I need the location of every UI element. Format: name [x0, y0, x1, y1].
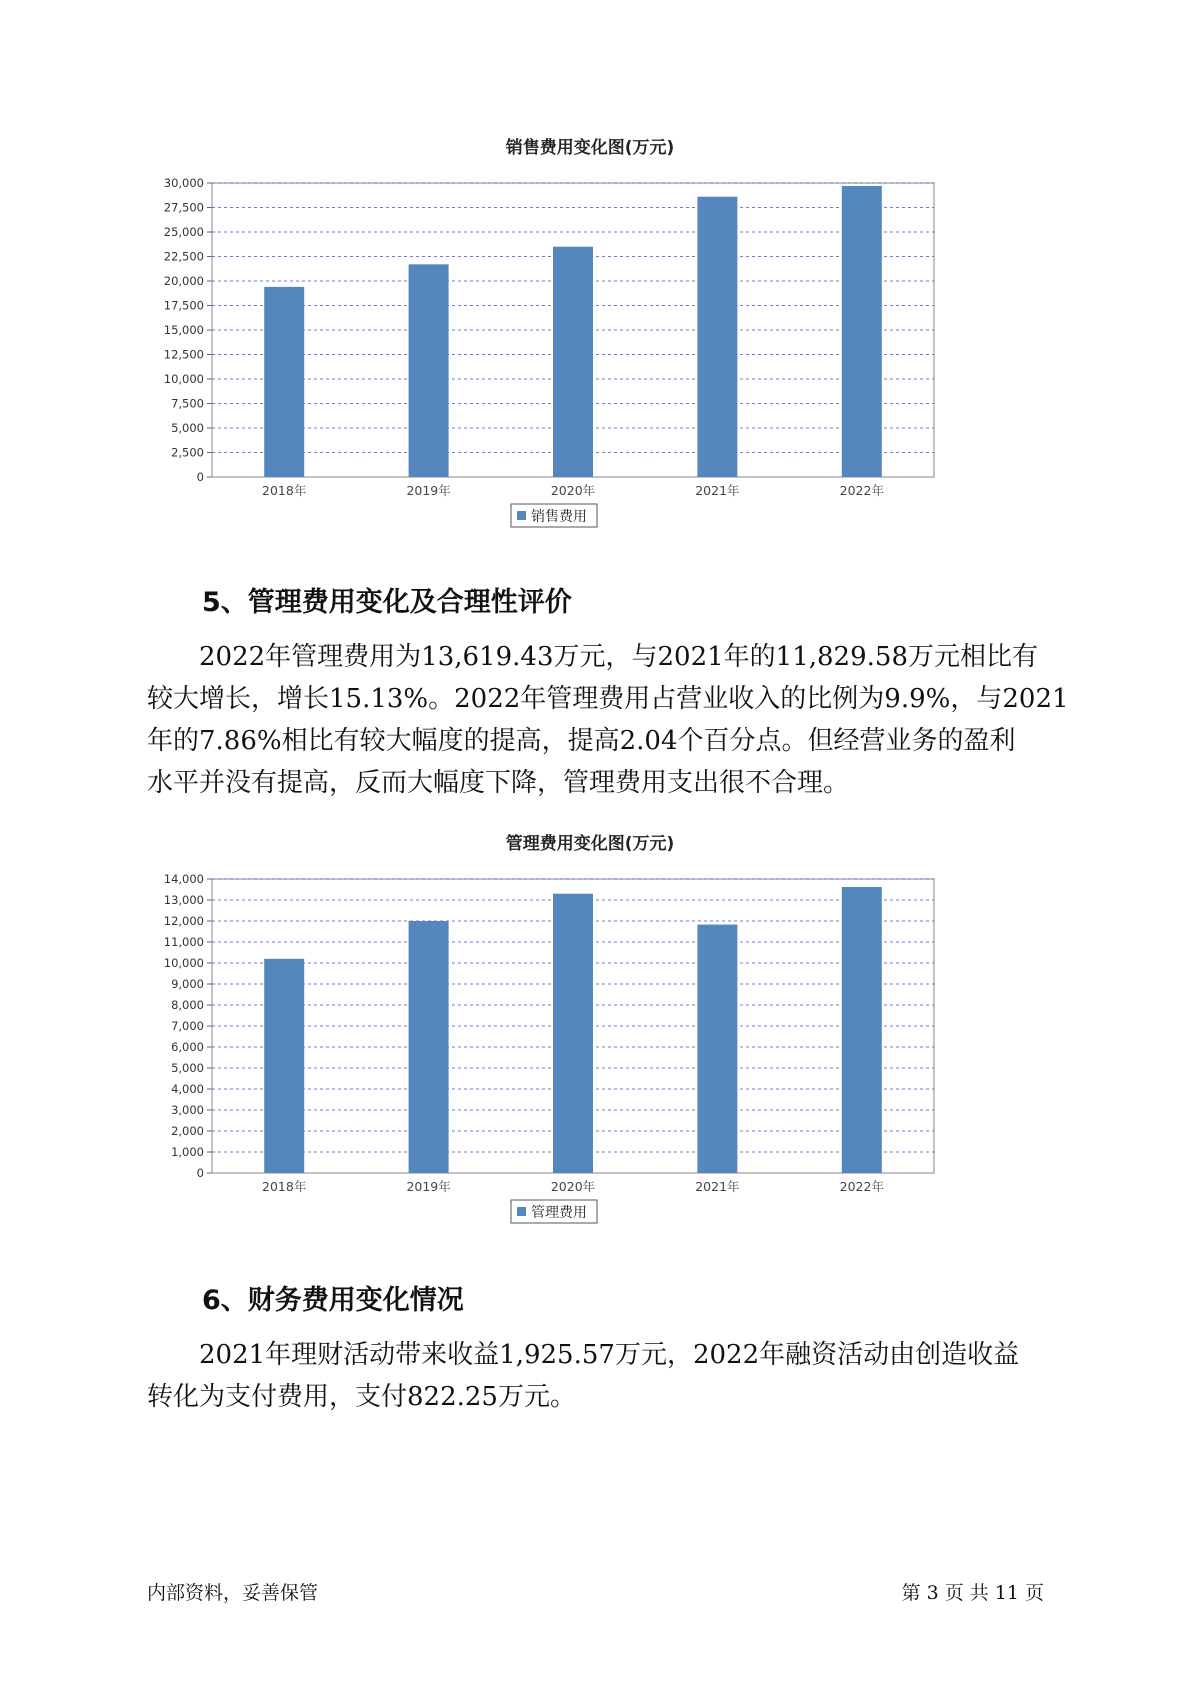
financial-expense-paragraph [147, 1334, 1047, 1418]
y-tick-label: 2,500 [171, 445, 204, 460]
y-tick-label: 1,000 [171, 1145, 204, 1159]
bar [264, 959, 304, 1173]
y-tick-label: 10,000 [163, 956, 204, 970]
legend-swatch [517, 1207, 526, 1216]
paragraph-line: 水平并没有提高，反而大幅度下降，管理费用支出很不合理。 [147, 768, 850, 798]
y-tick-label: 22,500 [163, 249, 204, 264]
legend-label: 管理费用 [531, 1205, 587, 1221]
management-expense-chart [150, 829, 1030, 1249]
y-tick-label: 20,000 [163, 274, 204, 288]
y-tick-label: 15,000 [163, 323, 204, 337]
x-tick-label: 2020年 [550, 1179, 596, 1194]
bar [553, 247, 593, 477]
footer-confidential-note: 内部资料，妥善保管 [147, 1582, 319, 1604]
y-tick-label: 10,000 [163, 372, 204, 386]
paragraph-line: 2022年管理费用为13,619.43万元，与2021年的11,829.58万元相比有 [199, 642, 1038, 672]
footer-page-number: 第 3 页 共 11 页 [901, 1582, 1044, 1604]
y-tick-label: 13,000 [163, 893, 204, 907]
y-tick-label: 17,500 [163, 298, 204, 313]
bar [697, 197, 737, 477]
paragraph-line: 年的7.86%相比有较大幅度的提高，提高2.04个百分点。但经营业务的盈利 [147, 726, 1016, 756]
paragraph-line: 转化为支付费用，支付822.25万元。 [147, 1382, 576, 1412]
x-tick-label: 2022年 [839, 1179, 884, 1194]
x-tick-label: 2021年 [695, 483, 740, 498]
y-tick-label: 25,000 [163, 225, 204, 239]
bar [842, 186, 882, 477]
y-tick-label: 11,000 [163, 935, 204, 949]
section-heading-management-expense: 5、管理费用变化及合理性评价 [202, 587, 572, 618]
y-tick-label: 8,000 [171, 998, 204, 1012]
bar [264, 287, 304, 477]
sales-expense-chart-svg [150, 163, 1030, 553]
x-tick-label: 2018年 [262, 483, 307, 498]
bar [842, 887, 882, 1173]
x-tick-label: 2021年 [695, 1179, 740, 1194]
bar [409, 921, 449, 1173]
y-tick-label: 5,000 [171, 1061, 204, 1075]
y-tick-label: 14,000 [163, 872, 204, 886]
y-tick-label: 0 [196, 1166, 204, 1180]
x-tick-label: 2019年 [406, 1179, 451, 1194]
y-tick-label: 3,000 [171, 1103, 204, 1117]
y-tick-label: 5,000 [171, 421, 204, 435]
x-tick-label: 2019年 [406, 483, 451, 498]
y-tick-label: 6,000 [171, 1040, 204, 1054]
y-tick-label: 9,000 [171, 977, 204, 991]
x-tick-label: 2020年 [550, 483, 596, 498]
sales-expense-chart [150, 133, 1030, 553]
paragraph-line: 较大增长，增长15.13%。2022年管理费用占营业收入的比例为9.9%，与2021 [147, 684, 1069, 714]
y-tick-label: 12,000 [163, 914, 204, 928]
section-heading-financial-expense: 6、财务费用变化情况 [202, 1285, 464, 1316]
chart-title: 管理费用变化图(万元) [505, 834, 675, 854]
legend-swatch [517, 511, 526, 520]
bar [697, 925, 737, 1173]
y-tick-label: 0 [196, 470, 204, 484]
x-tick-label: 2022年 [839, 483, 884, 498]
bar [553, 894, 593, 1173]
y-tick-label: 7,000 [171, 1019, 204, 1033]
legend-label: 销售费用 [531, 509, 587, 525]
y-tick-label: 12,500 [163, 347, 204, 362]
x-tick-label: 2018年 [262, 1179, 307, 1194]
paragraph-line: 2021年理财活动带来收益1,925.57万元，2022年融资活动由创造收益 [199, 1340, 1020, 1370]
management-expense-chart-svg [150, 859, 1030, 1249]
chart-title: 销售费用变化图(万元) [505, 138, 675, 158]
y-tick-label: 4,000 [171, 1082, 204, 1096]
y-tick-label: 2,000 [171, 1124, 204, 1138]
y-tick-label: 30,000 [163, 176, 204, 190]
y-tick-label: 27,500 [163, 200, 204, 215]
y-tick-label: 7,500 [171, 396, 204, 411]
bar [409, 264, 449, 477]
management-expense-paragraph [147, 636, 1069, 804]
